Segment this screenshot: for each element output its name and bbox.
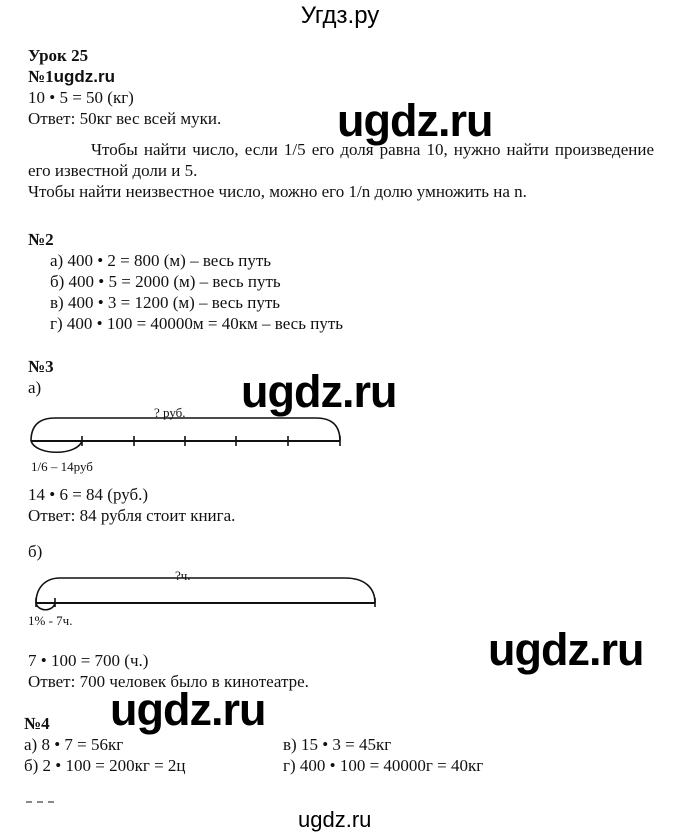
- task1-solution: 10 • 5 = 50 (кг): [28, 88, 134, 107]
- task4-heading: №4: [24, 714, 50, 733]
- task2-item: б) 400 • 5 = 2000 (м) – весь путь: [50, 272, 281, 291]
- task2-item: а) 400 • 2 = 800 (м) – весь путь: [50, 251, 272, 270]
- task3-heading: №3: [28, 357, 54, 376]
- inline-watermark: ugdz.ru: [53, 67, 115, 86]
- task3-part-a-label: а): [28, 378, 42, 397]
- lesson-title: Урок 25: [28, 46, 89, 65]
- diagram-a-part-label: 1/6 – 14руб: [31, 459, 93, 474]
- watermark: ugdz.ru: [241, 366, 397, 417]
- task1-answer: Ответ: 50кг вес всей муки.: [28, 109, 222, 128]
- task2-item: г) 400 • 100 = 40000м = 40км – весь путь: [50, 314, 344, 333]
- task1-rule: Чтобы найти неизвестное число, можно его 1/n долю умножить на n.: [28, 182, 527, 201]
- task3-part-a-answer: Ответ: 84 рубля стоит книга.: [28, 506, 236, 525]
- site-title: Угдз.ру: [300, 2, 380, 29]
- task1-explanation: Чтобы найти число, если 1/5 его доля равна 10, нужно найти произведение его известной доли и 5.: [28, 140, 654, 180]
- task3-part-a-solution: 14 • 6 = 84 (руб.): [28, 485, 149, 504]
- watermark: ugdz.ru: [488, 624, 644, 675]
- watermark: ugdz.ru: [337, 95, 493, 146]
- task3-part-b-answer: Ответ: 700 человек было в кинотеатре.: [28, 672, 309, 691]
- task2-heading: №2: [28, 230, 54, 249]
- task4-item: б) 2 • 100 = 200кг = 2ц: [24, 756, 186, 775]
- task3-part-b-solution: 7 • 100 = 700 (ч.): [28, 651, 149, 670]
- task4-item: г) 400 • 100 = 40000г = 40кг: [283, 756, 484, 775]
- diagram-a-whole-label: ? руб.: [154, 405, 186, 420]
- task3-part-b-label: б): [28, 542, 43, 561]
- diagram-b: [36, 578, 375, 610]
- watermark: ugdz.ru: [298, 807, 372, 832]
- task4-item: в) 15 • 3 = 45кг: [283, 735, 392, 754]
- watermark: ugdz.ru: [110, 684, 266, 735]
- diagram-b-part-label: 1% - 7ч.: [28, 613, 73, 628]
- task4-item: а) 8 • 7 = 56кг: [24, 735, 124, 754]
- task1-number: №1: [28, 67, 54, 86]
- diagram-b-whole-label: ?ч.: [175, 568, 191, 583]
- task2-item: в) 400 • 3 = 1200 (м) – весь путь: [50, 293, 281, 312]
- diagram-a: [31, 418, 340, 452]
